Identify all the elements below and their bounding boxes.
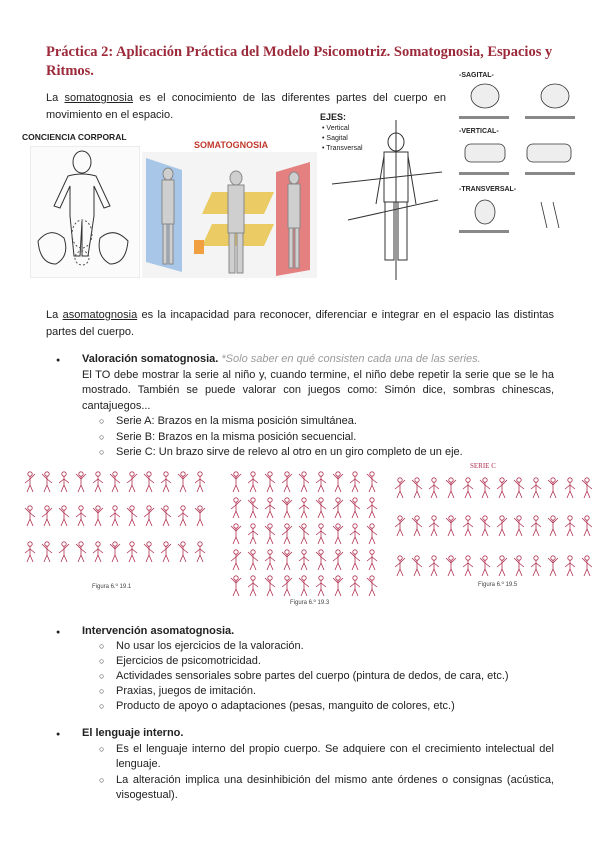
valoracion-list xyxy=(82,414,554,461)
axes-body-diagram xyxy=(318,120,448,280)
planes-illustration xyxy=(142,152,317,278)
valoracion-section xyxy=(82,352,554,461)
intervencion-item: ○ Producto de apoyo o adaptaciones (pesas, manguito de colores, etc.) xyxy=(116,699,554,714)
asomatognosia-paragraph xyxy=(46,307,554,341)
fig-caption-1: Figura 6.º 19.1 xyxy=(92,584,132,590)
ejes-item: • Vertical xyxy=(322,125,350,132)
asomatognosia-pre: La xyxy=(46,309,63,321)
ejes-item: • Transversal xyxy=(322,145,363,152)
plane-transversal: -TRANSVERSAL- xyxy=(459,186,517,193)
ejes-figure xyxy=(318,112,448,282)
somatognosia-planes-figure xyxy=(142,140,317,278)
lenguaje-item: ○ La alteración implica una desinhibición del mismo ante órdenes o consignas (acústica, visogestual). xyxy=(116,773,554,804)
asomatognosia-term: asomatognosia xyxy=(62,309,138,321)
intervencion-item: ○ Praxias, juegos de imitación. xyxy=(116,684,554,699)
planes-right-figure xyxy=(455,72,585,242)
valoracion-item: ○ Serie C: Un brazo sirve de relevo al otro en un giro completo de un eje. xyxy=(116,445,554,461)
fig-caption-2: Figura 6.º 19.3 xyxy=(290,600,330,606)
intervencion-item: ○ No usar los ejercicios de la valoración. xyxy=(116,639,554,654)
conciencia-corporal-figure xyxy=(22,132,136,280)
intro-pre: La xyxy=(46,92,65,104)
lenguaje-list xyxy=(82,742,554,804)
ejes-title: EJES: xyxy=(320,112,347,122)
valoracion-note: *Solo saber en qué consisten cada una de las series. xyxy=(218,353,481,365)
valoracion-heading: Valoración somatognosia. xyxy=(82,353,219,365)
valoracion-text: El TO debe mostrar la serie al niño y, cuando termine, el niño debe repetir la serie que se le ha mostrado. También se puede valorar con juegos como: Simón dice, sombras chinescas, cantajuegos... xyxy=(82,368,554,412)
serie-c-label: SERIE C xyxy=(470,462,496,470)
plane-sagital: -SAGITAL- xyxy=(459,72,494,79)
intervencion-section xyxy=(82,624,554,714)
intervencion-item: ○ Ejercicios de psicomotricidad. xyxy=(116,654,554,669)
intro-post: es el conocimiento de las diferentes partes del cuerpo en movimiento en el espacio. xyxy=(46,92,446,121)
ejes-item: • Sagital xyxy=(322,135,348,142)
somatognosia-banner: SOMATOGNOSIA xyxy=(194,140,269,150)
conciencia-label: CONCIENCIA CORPORAL xyxy=(22,132,127,142)
fig-caption-3: Figura 6.º 19.5 xyxy=(478,582,518,588)
planes-sketch xyxy=(455,72,585,242)
lenguaje-item: ○ Es el lenguaje interno del propio cuerpo. Se adquiere con el crecimiento intelectual del lenguaje. xyxy=(116,742,554,773)
valoracion-item: ○ Serie A: Brazos en la misma posición simultánea. xyxy=(116,414,554,430)
intervencion-item: ○ Actividades sensoriales sobre partes del cuerpo (pintura de dedos, de cara, etc.) xyxy=(116,669,554,684)
page-title: Práctica 2: Aplicación Práctica del Modelo Psicomotriz. Somatognosia, Espacios y Ritmos. xyxy=(46,44,553,79)
series-figures xyxy=(8,460,594,612)
valoracion-bullet xyxy=(82,352,554,368)
lenguaje-heading: ● El lenguaje interno. xyxy=(82,726,554,742)
valoracion-item: ○ Serie B: Brazos en la misma posición secuencial. xyxy=(116,430,554,446)
plane-vertical: -VERTICAL- xyxy=(459,128,499,135)
lenguaje-section xyxy=(82,726,554,804)
body-outline-image xyxy=(30,146,140,278)
intervencion-heading: ● Intervención asomatognosia. xyxy=(82,624,554,639)
somatognosia-term: somatognosia xyxy=(64,92,133,104)
intervencion-list xyxy=(82,639,554,714)
asomatognosia-post: es la incapacidad para reconocer, diferenciar e integrar en el espacio las distintas partes del cuerpo. xyxy=(46,309,554,338)
